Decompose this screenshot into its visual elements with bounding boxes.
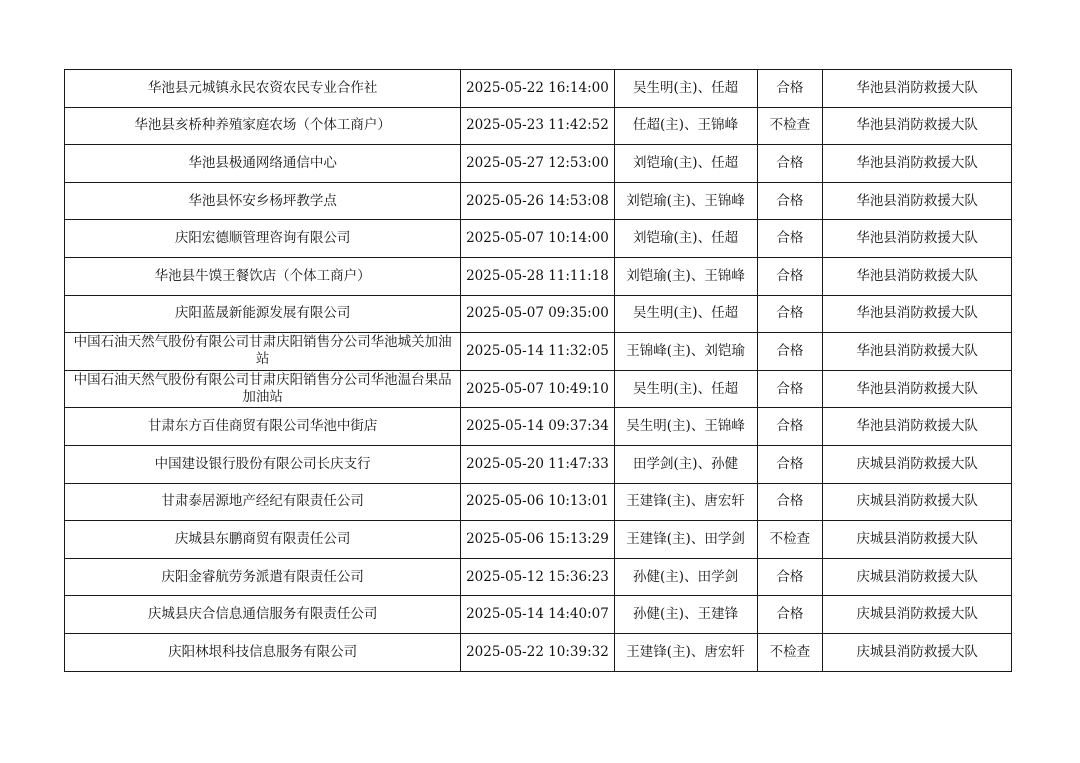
cell-fire-brigade: 庆城县消防救援大队 [823, 483, 1012, 521]
inspection-table [64, 69, 1012, 672]
cell-result: 合格 [757, 596, 823, 634]
table-row [65, 596, 1012, 634]
cell-inspection-time: 2025-05-23 11:42:52 [461, 107, 614, 145]
cell-fire-brigade: 华池县消防救援大队 [823, 220, 1012, 258]
cell-inspectors: 任超(主)、王锦峰 [614, 107, 757, 145]
cell-fire-brigade: 华池县消防救援大队 [823, 333, 1012, 371]
table-row [65, 145, 1012, 183]
cell-result: 合格 [757, 558, 823, 596]
cell-inspection-time: 2025-05-14 11:32:05 [461, 333, 614, 371]
cell-fire-brigade: 华池县消防救援大队 [823, 145, 1012, 183]
cell-inspectors: 田学剑(主)、孙健 [614, 445, 757, 483]
table-row [65, 220, 1012, 258]
cell-fire-brigade: 华池县消防救援大队 [823, 182, 1012, 220]
cell-fire-brigade: 华池县消防救援大队 [823, 257, 1012, 295]
table-row [65, 445, 1012, 483]
cell-inspectors: 刘铠瑜(主)、任超 [614, 145, 757, 183]
cell-unit-name: 中国建设银行股份有限公司长庆支行 [65, 445, 461, 483]
cell-fire-brigade: 华池县消防救援大队 [823, 295, 1012, 333]
cell-result: 合格 [757, 182, 823, 220]
cell-fire-brigade: 庆城县消防救援大队 [823, 521, 1012, 559]
cell-inspection-time: 2025-05-07 09:35:00 [461, 295, 614, 333]
cell-unit-name: 华池县亥桥种养殖家庭农场（个体工商户） [65, 107, 461, 145]
cell-result: 合格 [757, 370, 823, 408]
table-row [65, 633, 1012, 671]
cell-result: 合格 [757, 295, 823, 333]
cell-inspection-time: 2025-05-22 16:14:00 [461, 70, 614, 108]
cell-unit-name: 中国石油天然气股份有限公司甘肃庆阳销售分公司华池温台果品加油站 [65, 370, 461, 408]
cell-unit-name: 庆阳宏德顺管理咨询有限公司 [65, 220, 461, 258]
cell-unit-name: 庆阳林垠科技信息服务有限公司 [65, 633, 461, 671]
cell-inspection-time: 2025-05-22 10:39:32 [461, 633, 614, 671]
table-body [65, 70, 1012, 672]
cell-unit-name: 华池县元城镇永民农资农民专业合作社 [65, 70, 461, 108]
cell-result: 不检查 [757, 633, 823, 671]
cell-result: 不检查 [757, 107, 823, 145]
cell-fire-brigade: 华池县消防救援大队 [823, 70, 1012, 108]
table-row [65, 295, 1012, 333]
cell-inspection-time: 2025-05-06 15:13:29 [461, 521, 614, 559]
cell-unit-name: 甘肃泰居源地产经纪有限责任公司 [65, 483, 461, 521]
cell-unit-name: 庆城县东鹏商贸有限责任公司 [65, 521, 461, 559]
cell-result: 合格 [757, 220, 823, 258]
cell-inspectors: 王建锋(主)、田学剑 [614, 521, 757, 559]
cell-inspection-time: 2025-05-26 14:53:08 [461, 182, 614, 220]
table-row [65, 370, 1012, 408]
cell-inspectors: 吴生明(主)、任超 [614, 370, 757, 408]
cell-unit-name: 甘肃东方百佳商贸有限公司华池中街店 [65, 408, 461, 446]
cell-fire-brigade: 华池县消防救援大队 [823, 107, 1012, 145]
cell-inspectors: 孙健(主)、王建锋 [614, 596, 757, 634]
cell-inspectors: 孙健(主)、田学剑 [614, 558, 757, 596]
table-row [65, 521, 1012, 559]
cell-result: 不检查 [757, 521, 823, 559]
cell-unit-name: 华池县怀安乡杨坪教学点 [65, 182, 461, 220]
table-row [65, 182, 1012, 220]
cell-unit-name: 华池县极通网络通信中心 [65, 145, 461, 183]
cell-fire-brigade: 华池县消防救援大队 [823, 370, 1012, 408]
cell-inspection-time: 2025-05-12 15:36:23 [461, 558, 614, 596]
table-row [65, 558, 1012, 596]
cell-inspection-time: 2025-05-14 14:40:07 [461, 596, 614, 634]
cell-result: 合格 [757, 483, 823, 521]
cell-inspection-time: 2025-05-27 12:53:00 [461, 145, 614, 183]
table-row [65, 70, 1012, 108]
cell-result: 合格 [757, 333, 823, 371]
cell-inspection-time: 2025-05-06 10:13:01 [461, 483, 614, 521]
cell-unit-name: 庆城县庆合信息通信服务有限责任公司 [65, 596, 461, 634]
cell-result: 合格 [757, 257, 823, 295]
cell-inspectors: 刘铠瑜(主)、任超 [614, 220, 757, 258]
cell-inspectors: 刘铠瑜(主)、王锦峰 [614, 257, 757, 295]
cell-fire-brigade: 庆城县消防救援大队 [823, 445, 1012, 483]
cell-inspectors: 吴生明(主)、任超 [614, 70, 757, 108]
cell-unit-name: 庆阳金睿航劳务派遣有限责任公司 [65, 558, 461, 596]
cell-inspection-time: 2025-05-07 10:49:10 [461, 370, 614, 408]
cell-fire-brigade: 庆城县消防救援大队 [823, 633, 1012, 671]
cell-result: 合格 [757, 145, 823, 183]
cell-fire-brigade: 庆城县消防救援大队 [823, 558, 1012, 596]
cell-fire-brigade: 华池县消防救援大队 [823, 408, 1012, 446]
cell-result: 合格 [757, 70, 823, 108]
cell-inspection-time: 2025-05-14 09:37:34 [461, 408, 614, 446]
cell-inspectors: 王锦峰(主)、刘铠瑜 [614, 333, 757, 371]
cell-result: 合格 [757, 445, 823, 483]
cell-unit-name: 中国石油天然气股份有限公司甘肃庆阳销售分公司华池城关加油站 [65, 333, 461, 371]
cell-unit-name: 华池县牛馍王餐饮店（个体工商户） [65, 257, 461, 295]
cell-result: 合格 [757, 408, 823, 446]
cell-inspectors: 王建锋(主)、唐宏轩 [614, 633, 757, 671]
cell-inspectors: 吴生明(主)、王锦峰 [614, 408, 757, 446]
cell-fire-brigade: 庆城县消防救援大队 [823, 596, 1012, 634]
cell-inspectors: 王建锋(主)、唐宏轩 [614, 483, 757, 521]
cell-inspection-time: 2025-05-07 10:14:00 [461, 220, 614, 258]
cell-inspectors: 吴生明(主)、任超 [614, 295, 757, 333]
table-row [65, 408, 1012, 446]
cell-unit-name: 庆阳蓝晟新能源发展有限公司 [65, 295, 461, 333]
table-row [65, 333, 1012, 371]
cell-inspection-time: 2025-05-28 11:11:18 [461, 257, 614, 295]
cell-inspection-time: 2025-05-20 11:47:33 [461, 445, 614, 483]
table-row [65, 107, 1012, 145]
table-row [65, 257, 1012, 295]
table-row [65, 483, 1012, 521]
cell-inspectors: 刘铠瑜(主)、王锦峰 [614, 182, 757, 220]
